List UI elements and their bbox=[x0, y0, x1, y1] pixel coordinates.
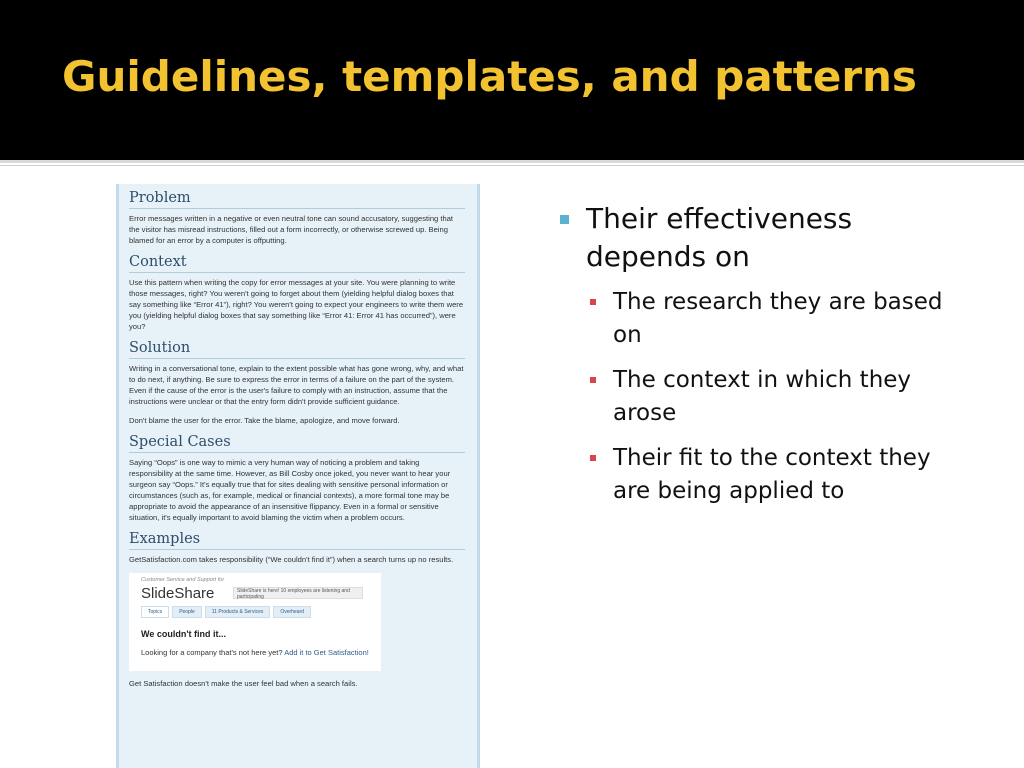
sub-bullet-text: Their fit to the context they are being applied to bbox=[613, 445, 931, 504]
sub-bullet-text: The research they are based on bbox=[613, 289, 943, 348]
example-note: SlideShare is here! 10 employees are listening and participating bbox=[233, 587, 363, 599]
sub-bullets bbox=[590, 286, 960, 508]
example-tabs bbox=[141, 606, 311, 618]
main-bullet bbox=[560, 200, 960, 276]
square-bullet-icon bbox=[590, 455, 596, 461]
examples-footer: Get Satisfaction doesn't make the user feel bad when a search fails. bbox=[129, 679, 358, 688]
sub-bullet bbox=[590, 442, 960, 508]
square-bullet-icon bbox=[560, 215, 569, 224]
example-line-text: Looking for a company that's not here yet? bbox=[141, 648, 283, 657]
title-bar bbox=[0, 0, 1024, 160]
sub-bullet bbox=[590, 286, 960, 352]
solution-heading: Solution bbox=[129, 340, 465, 359]
solution-body-2: Don't blame the user for the error. Take the blame, apologize, and move forward. bbox=[129, 416, 400, 425]
example-caption: Customer Service and Support for bbox=[141, 577, 225, 583]
bullet-list bbox=[560, 200, 960, 520]
problem-body: Error messages written in a negative or even neutral tone can sound accusatory, suggesting that the visitor has misread instructions, filled out a form incorrectly, or otherwise screwed up. Being blamed for an error by a computer is offputting. bbox=[129, 214, 454, 245]
divider bbox=[0, 160, 1024, 163]
pattern-screenshot-panel bbox=[116, 184, 480, 768]
main-bullet-text: Their effectiveness depends on bbox=[586, 202, 853, 273]
tab-overheard: Overheard bbox=[273, 606, 311, 618]
example-screenshot bbox=[129, 573, 381, 671]
square-bullet-icon bbox=[590, 299, 596, 305]
slide-title: Guidelines, templates, and patterns bbox=[62, 52, 917, 101]
special-cases-body: Saying “Oops” is one way to mimic a very human way of noticing a problem and taking responsibility at the same time. However, as Bill Cosby once joked, you never want to hear your surgeon say “Oops.” It's equally true that for sites dealing with sensitive personal information or circumstances (such as, for example, medical or financial contexts), a more formal tone may be appropriate to avoid the appearance of an insensitive flippancy. Even in a formal or sensitive situation, it's equally important to avoid blaming the victim when a problem occurs. bbox=[129, 458, 451, 522]
tab-topics: Topics bbox=[141, 606, 169, 618]
example-line bbox=[141, 648, 369, 657]
context-body: Use this pattern when writing the copy for error messages at your site. You were planning to write those messages, right? You weren't going to forget about them (yielding helpful dialog boxes that say something like “Error 41”), right? You weren't going to expect your engineers to write them were you (yielding helpful dialog boxes that say something like “Error 41: Error 41 has occurred”), were you? bbox=[129, 278, 464, 331]
add-company-link: Add it to Get Satisfaction! bbox=[284, 648, 369, 657]
problem-heading: Problem bbox=[129, 190, 465, 209]
tab-people: People bbox=[172, 606, 202, 618]
context-heading: Context bbox=[129, 254, 465, 273]
example-heading: We couldn't find it... bbox=[141, 629, 226, 639]
solution-body-1: Writing in a conversational tone, explain to the extent possible what has gone wrong, why, and what to do next, if anything. Be sure to express the error in terms of a failure on the part of the system. Even if the cause of the error is the user's failure to comply with an instruction, assume that the instructions were unclear or that the entry form didn't provide sufficient guidance. bbox=[129, 364, 464, 406]
tab-products: 11 Products & Services bbox=[205, 606, 271, 618]
divider-thin bbox=[0, 165, 1024, 166]
sub-bullet-text: The context in which they arose bbox=[613, 367, 912, 426]
solution-body bbox=[129, 363, 465, 426]
slideshare-logo: SlideShare bbox=[141, 585, 215, 602]
sub-bullet bbox=[590, 364, 960, 430]
examples-heading: Examples bbox=[129, 531, 465, 550]
special-cases-heading: Special Cases bbox=[129, 434, 465, 453]
square-bullet-icon bbox=[590, 377, 596, 383]
examples-body: GetSatisfaction.com takes responsibility (“We couldn't find it”) when a search turns up no results. bbox=[129, 555, 454, 564]
